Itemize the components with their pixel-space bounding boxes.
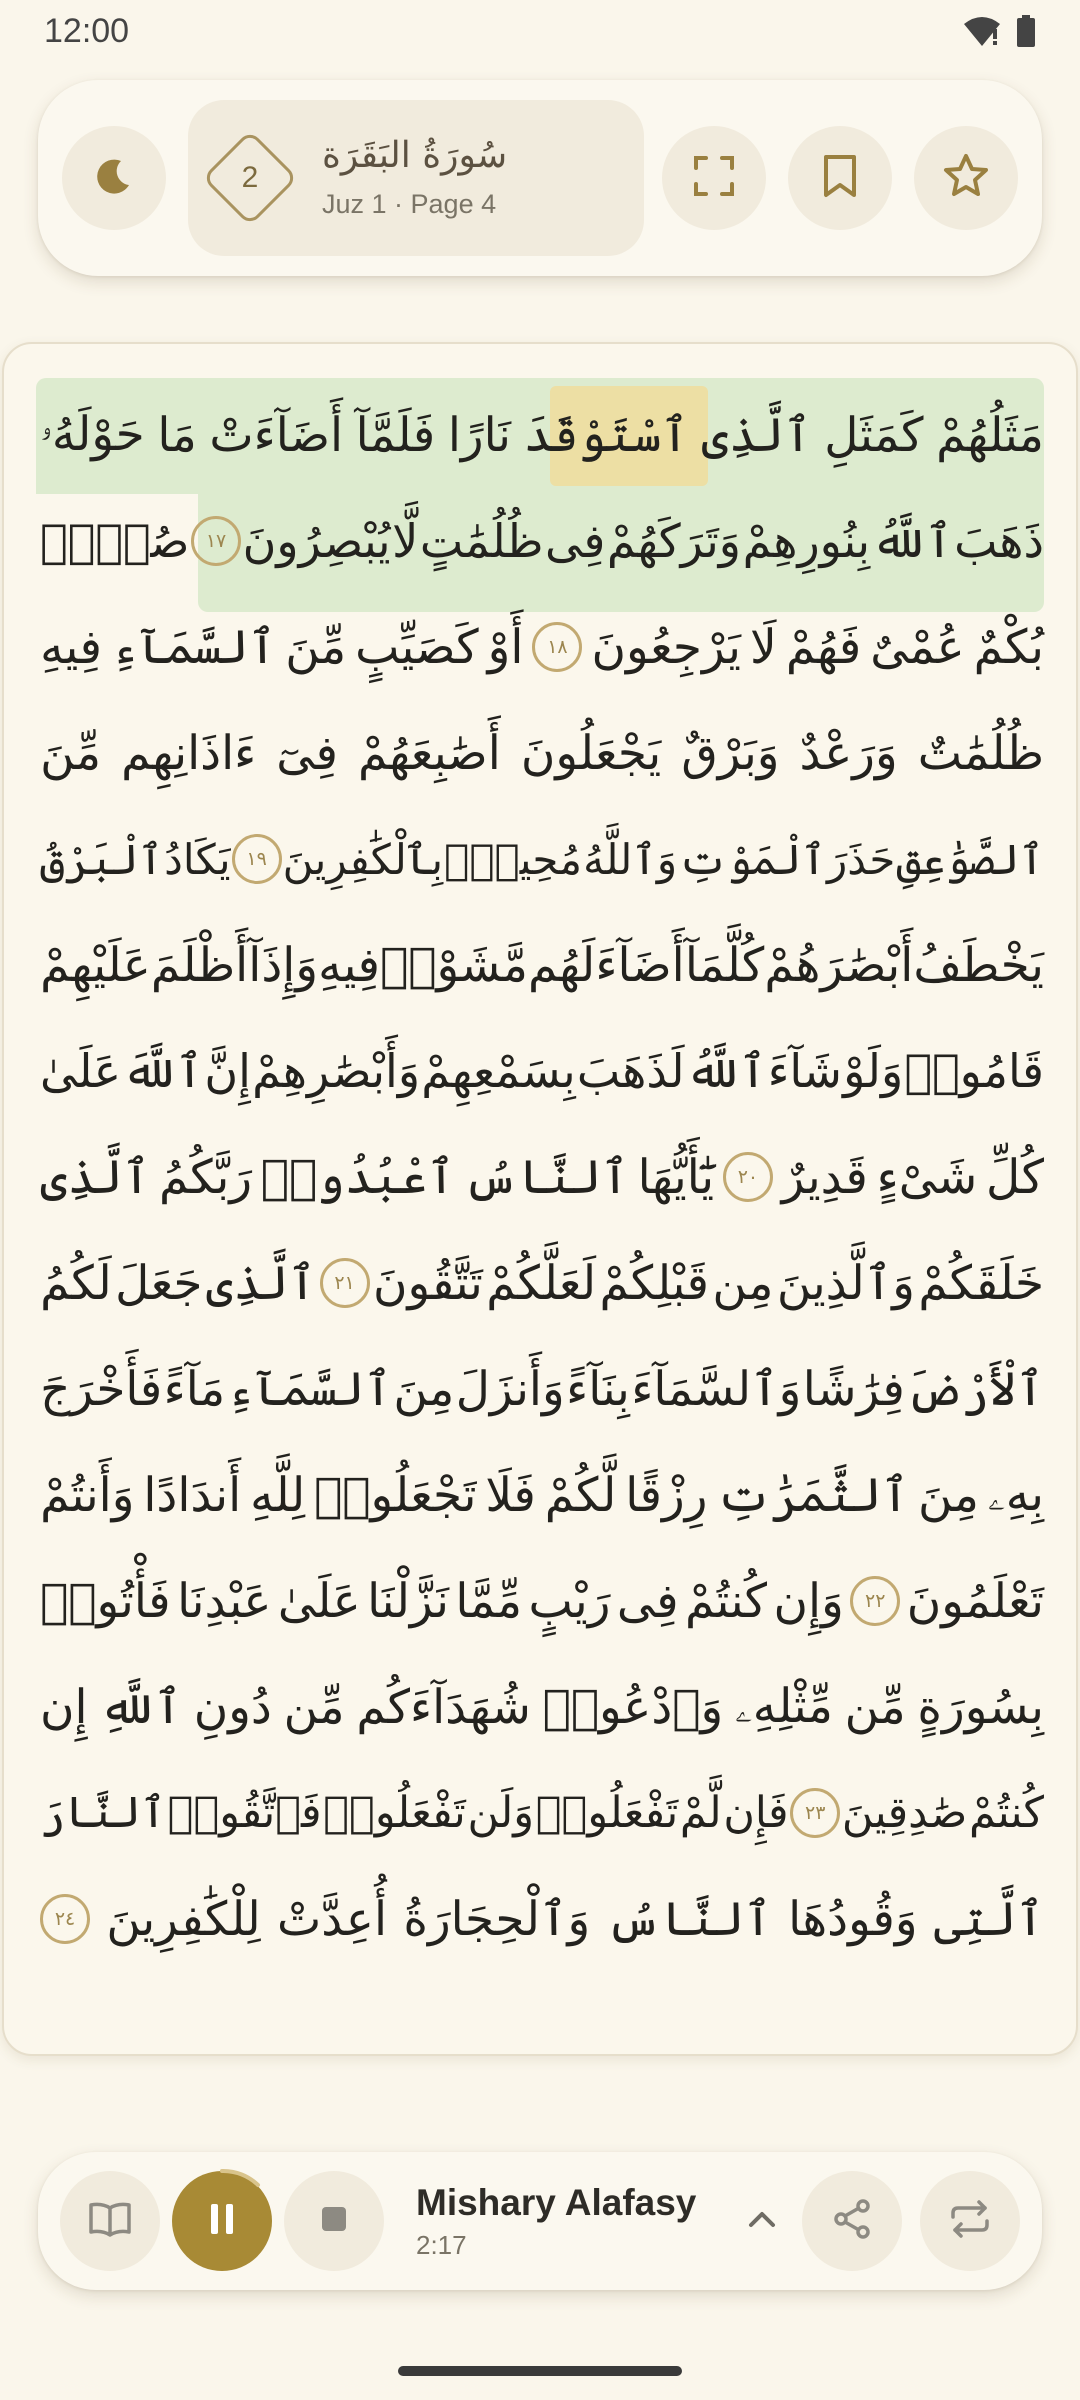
quran-line bbox=[40, 1124, 1044, 1230]
quran-word[interactable]: يَجْعَلُونَ bbox=[520, 725, 662, 781]
quran-word[interactable]: تَعْلَمُونَ bbox=[906, 1573, 1044, 1629]
quran-line bbox=[40, 1654, 1044, 1760]
quran-line bbox=[40, 488, 1044, 594]
quran-word[interactable]: ٱلثَّمَرَٰتِ bbox=[716, 1467, 910, 1523]
quran-word[interactable]: صَٰدِقِينَ bbox=[841, 1788, 968, 1838]
quran-word[interactable]: لَّا bbox=[392, 514, 419, 568]
quran-word[interactable]: مِن bbox=[712, 1255, 774, 1311]
quran-word[interactable]: ٱلسَّمَآءِ bbox=[226, 1361, 392, 1417]
quran-word[interactable]: ٱلنَّارَ bbox=[40, 1788, 166, 1838]
quran-word[interactable]: لَّكُمْ bbox=[544, 1467, 617, 1523]
quran-word[interactable]: كُلَّمَآ bbox=[684, 937, 765, 993]
quran-word[interactable]: وَٱلَّذِينَ bbox=[776, 1255, 915, 1311]
quran-word[interactable]: فَإِن bbox=[723, 1788, 789, 1838]
quran-word[interactable]: تَجْعَلُوا۟ bbox=[314, 1467, 477, 1523]
quran-word[interactable]: مَا bbox=[157, 407, 197, 463]
quran-word[interactable]: وَٱلْحِجَارَةُ bbox=[403, 1891, 591, 1947]
quran-word[interactable]: فَهُمْ bbox=[785, 619, 862, 675]
quran-word[interactable]: فِيهِ bbox=[40, 619, 102, 675]
quran-word[interactable]: وَٱدْعُوا۟ bbox=[542, 1679, 724, 1735]
quran-word[interactable]: فِىٓ bbox=[276, 725, 338, 781]
quran-word[interactable]: ءَاذَانِهِم bbox=[121, 725, 257, 781]
chevron-up-icon bbox=[747, 2209, 777, 2233]
quran-word[interactable]: مِّمَّا bbox=[455, 1573, 523, 1629]
quran-word[interactable]: بِنُورِهِمْ bbox=[742, 514, 871, 568]
quran-word[interactable]: عُمْىٌ bbox=[870, 619, 965, 675]
share-icon bbox=[832, 2198, 872, 2244]
quran-word[interactable]: ذَهَبَ bbox=[954, 514, 1044, 568]
quran-word[interactable]: أُعِدَّتْ bbox=[277, 1891, 388, 1947]
quran-word[interactable]: بِٱلْكَٰفِرِينَ bbox=[282, 834, 444, 884]
quran-word[interactable]: كُنتُمْ bbox=[685, 1573, 768, 1629]
quran-word[interactable]: قَدِيرٌ bbox=[781, 1149, 868, 1205]
quran-word[interactable]: إِن bbox=[40, 1679, 88, 1735]
page-location: Juz 1 · Page 4 bbox=[322, 189, 497, 220]
quran-word[interactable]: مِّنَ bbox=[40, 725, 102, 781]
quran-word[interactable]: مِّثْلِهِۦ bbox=[734, 1679, 833, 1734]
quran-word[interactable]: وَإِن bbox=[773, 1573, 844, 1629]
quran-word[interactable]: ٱلَّذِى bbox=[205, 1255, 317, 1311]
quran-word[interactable]: تَفْعَلُوا۟ bbox=[535, 1788, 679, 1838]
quran-word[interactable]: حَذَرَ bbox=[826, 834, 896, 884]
quran-word[interactable]: حَوْلَهُۥ bbox=[40, 407, 145, 462]
quran-word[interactable]: فَلَمَّآ bbox=[355, 407, 436, 463]
quran-word[interactable]: ٱسْتَوْقَدَ bbox=[523, 407, 689, 463]
quran-word[interactable]: ٱلَّتِى bbox=[933, 1891, 1044, 1947]
quran-word[interactable]: مِّن bbox=[844, 1679, 906, 1735]
surah-info-button[interactable] bbox=[188, 100, 644, 256]
quran-word[interactable]: ٱللَّهِ bbox=[99, 1679, 182, 1735]
moon-icon bbox=[93, 155, 135, 201]
quran-word[interactable]: مَآءً bbox=[163, 1361, 226, 1417]
quran-word[interactable]: أَبْصَٰرَهُمْ bbox=[764, 937, 914, 993]
quran-line bbox=[40, 1018, 1044, 1124]
quran-word[interactable]: لَعَلَّكُمْ bbox=[486, 1255, 597, 1311]
reciter-info[interactable] bbox=[416, 2182, 696, 2261]
ayah-number-marker[interactable]: ٢٠ bbox=[723, 1152, 773, 1202]
quran-line bbox=[40, 700, 1044, 806]
quran-word[interactable]: لَكُمُ bbox=[40, 1255, 112, 1311]
juz-number: 2 bbox=[241, 161, 259, 194]
fullscreen-button[interactable] bbox=[662, 126, 766, 230]
quran-word[interactable]: شَآءَ bbox=[767, 1044, 842, 1098]
ayah-number-marker[interactable]: ٢٤ bbox=[40, 1894, 90, 1944]
quran-word[interactable]: فَأْتُوا۟ bbox=[40, 1573, 171, 1629]
quran-word[interactable]: لِلْكَٰفِرِينَ bbox=[106, 1891, 261, 1947]
quran-word[interactable]: مِنَ bbox=[393, 1361, 455, 1417]
quran-line bbox=[40, 1760, 1044, 1866]
quran-word[interactable]: إِنَّ bbox=[204, 1044, 251, 1098]
quran-line bbox=[40, 1866, 1044, 1972]
quran-word[interactable]: لَذَهَبَ bbox=[576, 1044, 685, 1098]
repeat-icon bbox=[947, 2199, 993, 2243]
quran-word[interactable]: رَيْبٍ bbox=[528, 1573, 611, 1629]
quran-word[interactable]: وَأَنتُمْ bbox=[40, 1467, 135, 1523]
quran-word[interactable]: وَرَعْدٌ bbox=[799, 725, 898, 781]
audio-player bbox=[38, 2152, 1042, 2290]
quran-word[interactable]: ٱلْبَرْقُ bbox=[40, 834, 164, 884]
quran-word[interactable]: ٱلَّذِى bbox=[701, 407, 812, 463]
quran-word[interactable]: لَا bbox=[750, 619, 777, 675]
quran-word[interactable]: كَصَيِّبٍ bbox=[355, 619, 479, 675]
reciter-name: Mishary Alafasy bbox=[416, 2181, 697, 2223]
quran-line bbox=[40, 382, 1044, 488]
quran-word[interactable]: ظُلُمَٰتٍ bbox=[419, 514, 544, 568]
quran-word[interactable]: وَٱللَّهُ bbox=[583, 834, 678, 884]
status-time: 12:00 bbox=[44, 11, 130, 50]
quran-word[interactable]: كُلِّ bbox=[986, 1149, 1044, 1205]
quran-line bbox=[40, 1548, 1044, 1654]
stop-button[interactable] bbox=[284, 2171, 384, 2271]
quran-word[interactable]: لَهُم bbox=[527, 937, 596, 993]
home-indicator[interactable] bbox=[398, 2366, 682, 2376]
quran-line bbox=[40, 594, 1044, 700]
quran-word[interactable]: وَٱلسَّمَآءَ bbox=[631, 1361, 802, 1417]
quran-word[interactable]: يُبْصِرُونَ bbox=[242, 514, 391, 568]
playback-progress-ring bbox=[168, 2167, 276, 2275]
quran-word[interactable]: أَصَٰبِعَهُمْ bbox=[357, 725, 501, 781]
quran-word[interactable]: وَلَن bbox=[467, 1788, 535, 1838]
quran-word[interactable]: ٱعْبُدُوا۟ bbox=[260, 1149, 455, 1205]
quran-word[interactable]: ٱلْمَوْتِ bbox=[678, 834, 826, 884]
ayah-number-marker[interactable]: ١٧ bbox=[191, 516, 241, 566]
quran-word[interactable]: يَخْطَفُ bbox=[913, 937, 1044, 993]
status-icons bbox=[962, 15, 1036, 47]
quran-word[interactable]: نَزَّلْنَا bbox=[367, 1573, 449, 1629]
quran-word[interactable]: أَوْ bbox=[487, 619, 524, 675]
quran-word[interactable]: رَبَّكُمُ bbox=[159, 1149, 253, 1205]
quran-line bbox=[40, 1230, 1044, 1336]
quran-word[interactable]: عَلَىٰ bbox=[277, 1573, 361, 1629]
quran-word[interactable]: كُنتُمْ bbox=[968, 1788, 1044, 1838]
quran-word[interactable]: بِسُورَةٍ bbox=[917, 1679, 1044, 1735]
quran-word[interactable]: كَمَثَلِ bbox=[824, 407, 924, 463]
quran-word[interactable]: بِنَآءً bbox=[566, 1361, 630, 1417]
quran-word[interactable]: مُحِيطٌۢ bbox=[444, 834, 583, 884]
juz-badge bbox=[202, 130, 298, 226]
quran-word[interactable]: وَأَنزَلَ bbox=[455, 1361, 565, 1417]
quran-word[interactable]: وَبَرْقٌ bbox=[681, 725, 780, 781]
share-button[interactable] bbox=[802, 2171, 902, 2271]
reading-mode-button[interactable] bbox=[60, 2171, 160, 2271]
quran-word[interactable]: مِّنَ bbox=[285, 619, 347, 675]
quran-word[interactable]: ٱلْأَرْضَ bbox=[906, 1361, 1044, 1417]
stop-icon bbox=[320, 2205, 348, 2237]
night-mode-button[interactable] bbox=[62, 126, 166, 230]
quran-line bbox=[40, 806, 1044, 912]
quran-word[interactable]: فِرَٰشًا bbox=[802, 1361, 905, 1417]
quran-word[interactable]: مَّشَوْا۟ bbox=[380, 937, 528, 993]
quran-word[interactable]: وَتَرَكَهُمْ bbox=[606, 514, 742, 568]
quran-line bbox=[40, 912, 1044, 1018]
repeat-button[interactable] bbox=[920, 2171, 1020, 2271]
quran-word[interactable]: وَإِذَآ bbox=[248, 937, 319, 993]
quran-word[interactable]: ٱللَّهُ bbox=[685, 1044, 767, 1098]
quran-word[interactable]: رِزْقًا bbox=[625, 1467, 708, 1523]
ayah-number-marker[interactable]: ١٨ bbox=[532, 622, 582, 672]
quran-word[interactable]: شُهَدَآءَكُم bbox=[356, 1679, 531, 1735]
quran-word[interactable]: دُونِ bbox=[193, 1679, 272, 1735]
quran-word[interactable]: ظُلُمَٰتٌ bbox=[917, 725, 1044, 781]
quran-word[interactable]: ٱلَّذِى bbox=[40, 1149, 151, 1205]
quran-word[interactable]: ٱلسَّمَآءِ bbox=[110, 619, 277, 675]
quran-word[interactable]: أَضَآءَ bbox=[595, 937, 685, 993]
quran-word[interactable]: ٱللَّهَ bbox=[122, 1044, 204, 1098]
quran-word[interactable]: ٱلنَّاسُ bbox=[463, 1149, 629, 1205]
quran-word[interactable]: فِيهِ bbox=[318, 937, 380, 993]
quran-word[interactable]: وَقُودُهَا bbox=[788, 1891, 918, 1947]
quran-word[interactable]: وَأَبْصَٰرِهِمْ bbox=[252, 1044, 421, 1098]
quran-word[interactable]: يَٰٓأَيُّهَا bbox=[637, 1149, 715, 1205]
quran-word[interactable]: يَكَادُ bbox=[164, 834, 231, 884]
quran-word[interactable]: قَبْلِكُمْ bbox=[599, 1255, 709, 1311]
wifi-alert-icon bbox=[962, 15, 1002, 47]
ayah-number-marker[interactable]: ٢٢ bbox=[850, 1576, 900, 1626]
quran-word[interactable]: مِنَ bbox=[918, 1467, 979, 1523]
quran-word[interactable]: بُكْمٌ bbox=[973, 619, 1044, 675]
quran-word[interactable]: تَفْعَلُوا۟ bbox=[323, 1788, 466, 1838]
quran-word[interactable]: فَأَخْرَجَ bbox=[40, 1361, 163, 1417]
star-icon bbox=[942, 152, 990, 204]
quran-word[interactable]: بِسَمْعِهِمْ bbox=[421, 1044, 576, 1098]
favorite-button[interactable] bbox=[914, 126, 1018, 230]
quran-word[interactable]: خَلَقَكُمْ bbox=[918, 1255, 1044, 1311]
quran-word[interactable]: وَلَوْ bbox=[843, 1044, 904, 1098]
quran-line bbox=[40, 1336, 1044, 1442]
quran-word[interactable]: شَىْءٍ bbox=[876, 1149, 978, 1205]
surah-name: سُورَةُ البَقَرَة bbox=[322, 134, 508, 176]
ayah-number-marker[interactable]: ٢٣ bbox=[790, 1788, 840, 1838]
mushaf-page[interactable] bbox=[2, 342, 1078, 2056]
quran-word[interactable]: مَثَلُهُمْ bbox=[936, 407, 1044, 463]
quran-line bbox=[40, 1442, 1044, 1548]
bookmark-icon bbox=[821, 154, 859, 202]
fullscreen-icon bbox=[692, 154, 736, 202]
expand-player-button[interactable] bbox=[732, 2191, 792, 2251]
quran-word[interactable]: ٱلصَّوَٰعِقِ bbox=[896, 834, 1044, 884]
quran-word[interactable]: فَلَا bbox=[485, 1467, 536, 1523]
quran-word[interactable]: عَلَيْهِمْ bbox=[40, 937, 151, 993]
status-bar bbox=[0, 0, 1080, 62]
quran-word[interactable]: لَّمْ bbox=[679, 1788, 722, 1838]
playback-time: 2:17 bbox=[416, 2229, 467, 2260]
quran-word[interactable]: بِهِۦ bbox=[987, 1467, 1044, 1522]
book-open-icon bbox=[88, 2201, 132, 2241]
quran-word[interactable]: قَامُوا۟ bbox=[904, 1044, 1044, 1098]
quran-word[interactable]: صُمٌّۢ bbox=[40, 514, 190, 568]
quran-word[interactable]: ٱلنَّاسُ bbox=[606, 1891, 772, 1947]
battery-icon bbox=[1016, 15, 1036, 47]
quran-word[interactable]: ٱللَّهُ bbox=[871, 514, 953, 568]
quran-word[interactable]: فِى bbox=[616, 1573, 679, 1629]
quran-word[interactable]: أَندَادًا bbox=[143, 1467, 242, 1523]
ayah-number-marker[interactable]: ٢١ bbox=[320, 1258, 370, 1308]
quran-word[interactable]: يَرْجِعُونَ bbox=[591, 619, 741, 675]
quran-word[interactable]: فِى bbox=[545, 514, 606, 568]
quran-word[interactable]: جَعَلَ bbox=[115, 1255, 203, 1311]
quran-word[interactable]: عَبْدِنَا bbox=[177, 1573, 272, 1629]
quran-word[interactable]: تَتَّقُونَ bbox=[372, 1255, 483, 1311]
quran-word[interactable]: لِلَّهِ bbox=[250, 1467, 306, 1523]
quran-word[interactable]: أَظْلَمَ bbox=[150, 937, 249, 993]
quran-word[interactable]: نَارًا bbox=[447, 407, 511, 463]
quran-word[interactable]: عَلَىٰ bbox=[40, 1044, 122, 1098]
quran-word[interactable]: أَضَآءَتْ bbox=[209, 407, 344, 463]
bookmark-button[interactable] bbox=[788, 126, 892, 230]
ayah-number-marker[interactable]: ١٩ bbox=[232, 834, 282, 884]
quran-word[interactable]: فَٱتَّقُوا۟ bbox=[167, 1788, 322, 1838]
top-toolbar bbox=[38, 80, 1042, 276]
pause-button[interactable] bbox=[172, 2171, 272, 2271]
quran-word[interactable]: مِّن bbox=[283, 1679, 345, 1735]
